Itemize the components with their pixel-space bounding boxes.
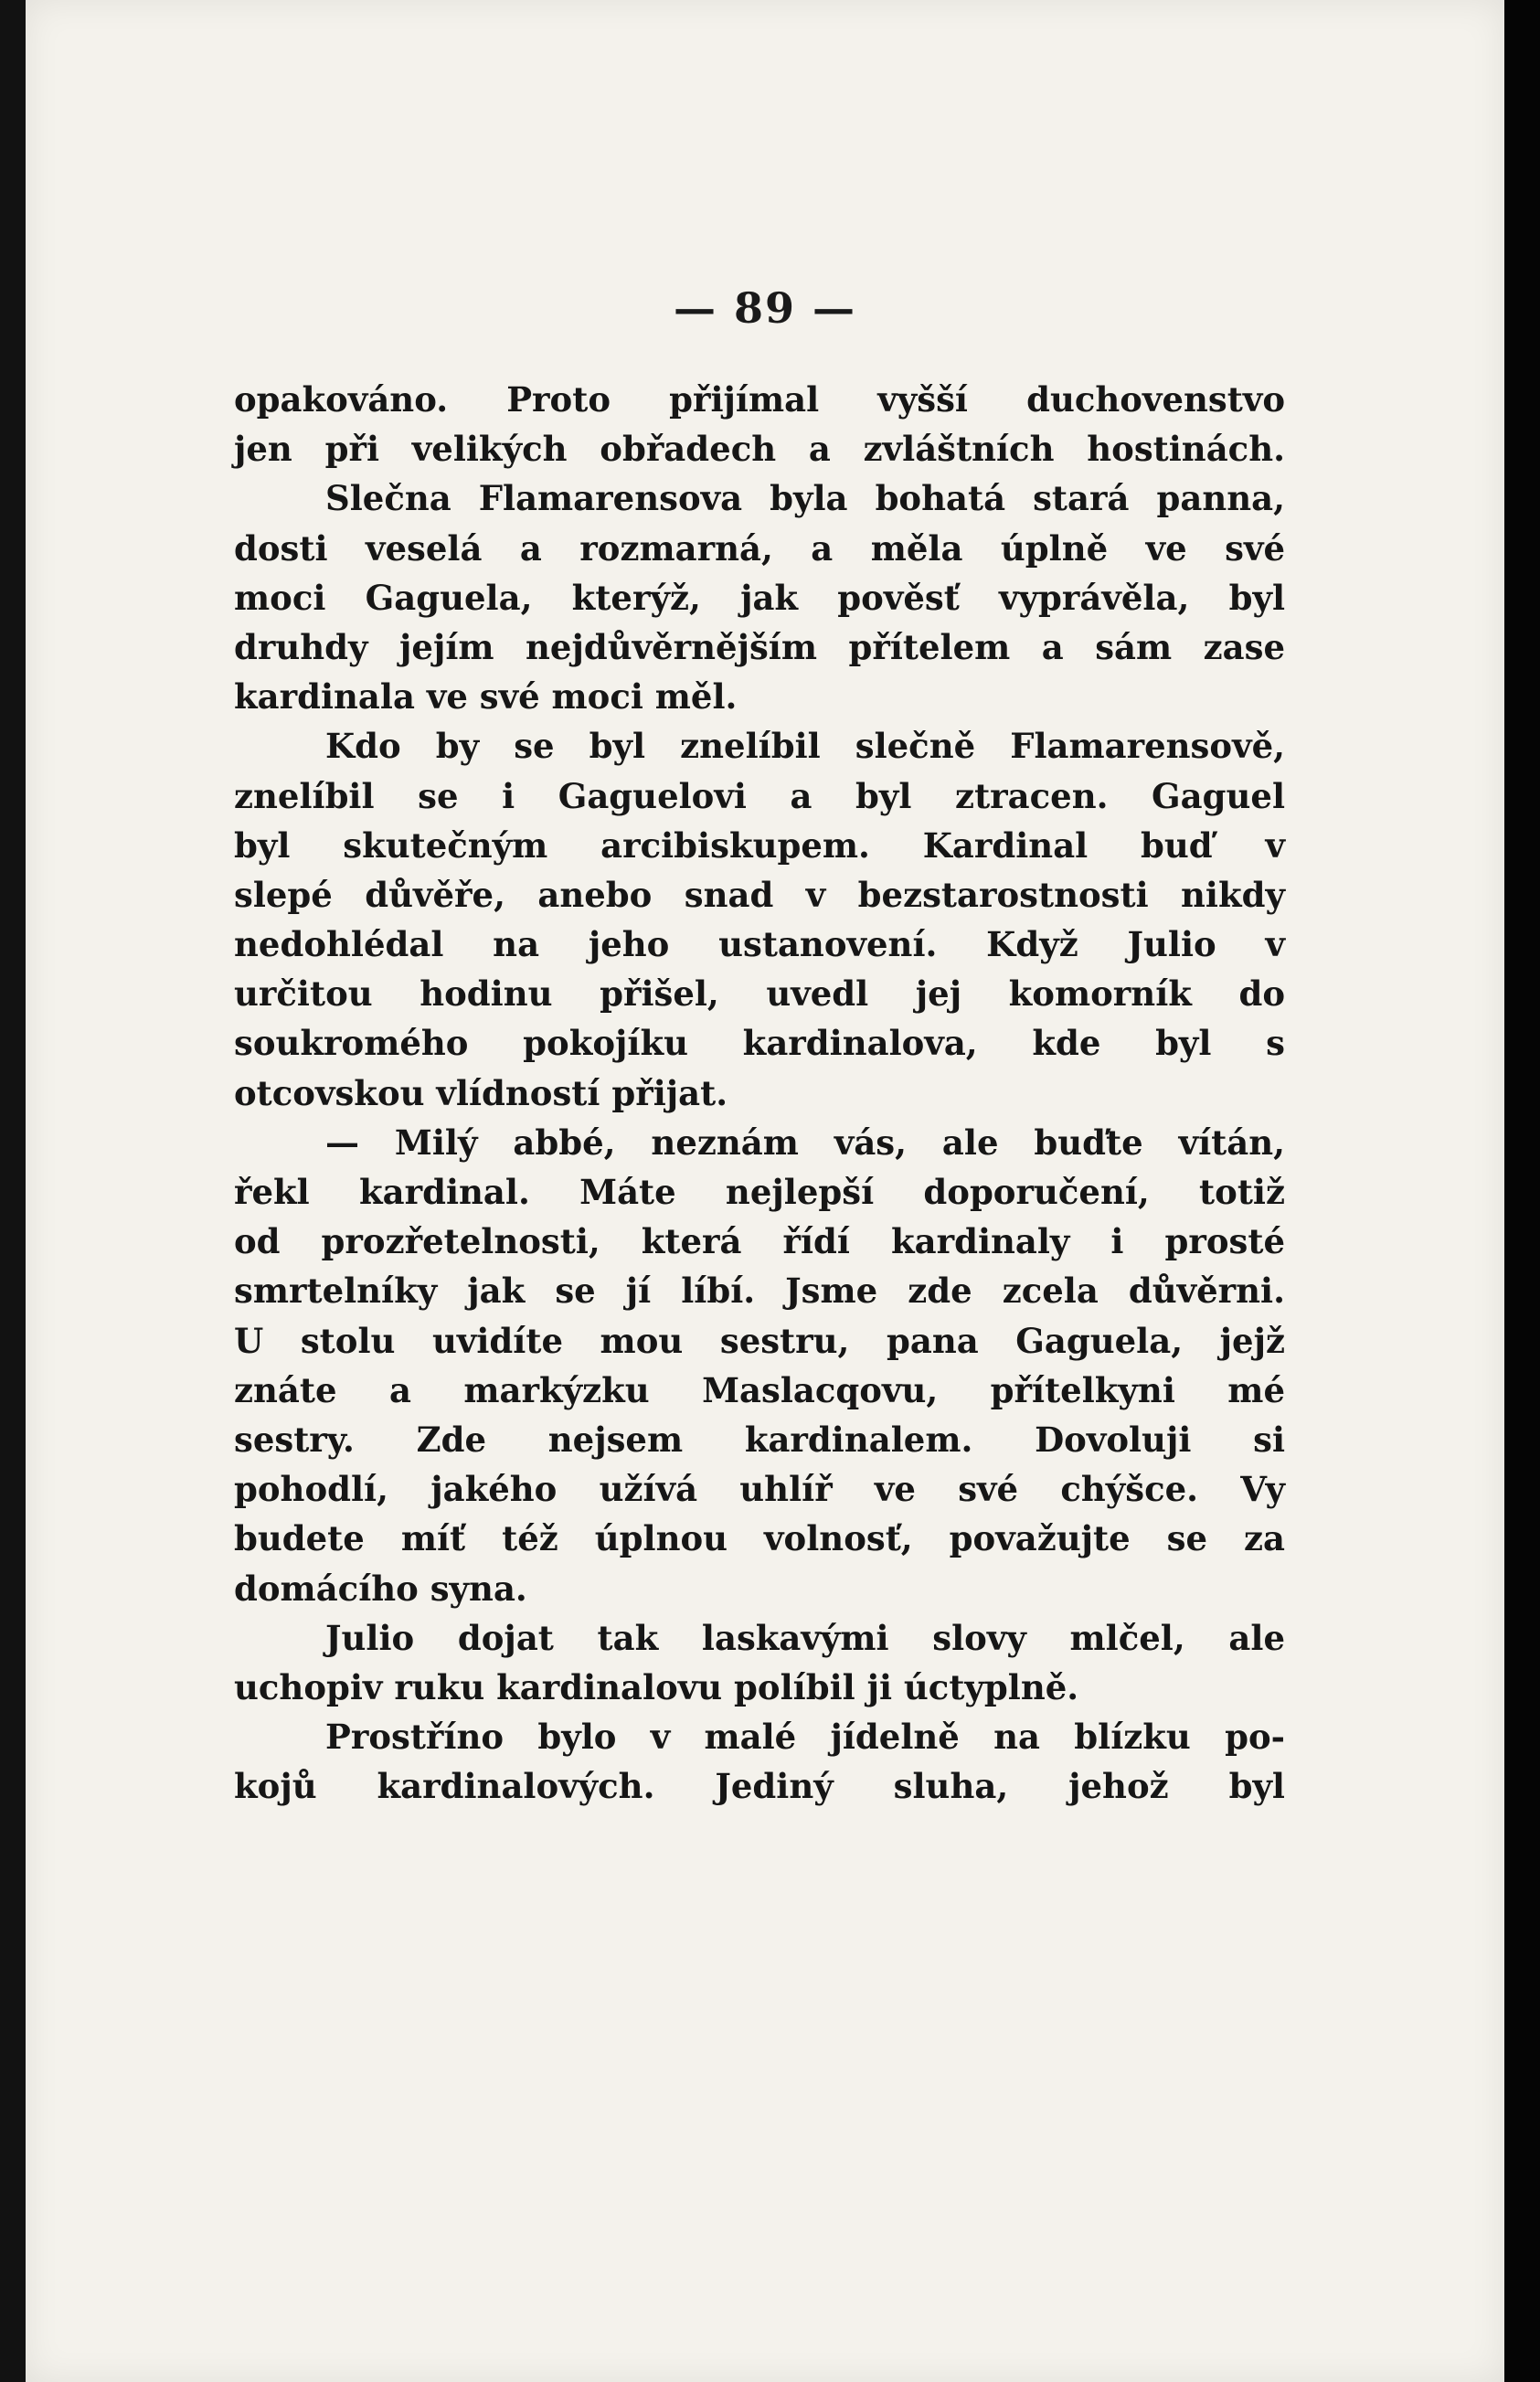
text-line: moci Gaguela, kterýž, jak pověsť vyprávěla, byl: [234, 577, 1285, 618]
text-line: byl skutečným arcibiskupem. Kardinal buď v: [234, 824, 1285, 866]
text-line: Julio dojat tak laskavými slovy mlčel, ale: [325, 1617, 1285, 1658]
scan-left-edge: [0, 0, 26, 2382]
text-line: sestry. Zde nejsem kardinalem. Dovoluji si: [234, 1419, 1285, 1460]
book-page: [26, 0, 1504, 2382]
scan-right-edge: [1504, 0, 1540, 2382]
text-line: U stolu uvidíte mou sestru, pana Gaguela, jejž: [234, 1320, 1285, 1361]
text-line: kardinala ve své moci měl.: [234, 676, 738, 718]
text-line: znáte a markýzku Maslacqovu, přítelkyni mé: [234, 1369, 1285, 1410]
text-line: opakováno. Proto přijímal vyšší duchovenstvo: [234, 379, 1285, 420]
text-line: nedohlédal na jeho ustanovení. Když Julio v: [234, 924, 1285, 965]
text-line: — Milý abbé, neznám vás, ale buďte vítán,: [325, 1122, 1285, 1163]
text-line: domácího syna.: [234, 1568, 527, 1609]
text-line: kojů kardinalových. Jediný sluha, jehož byl: [234, 1766, 1285, 1807]
text-line: Slečna Flamarensova byla bohatá stará panna,: [325, 478, 1285, 519]
text-line: znelíbil se i Gaguelovi a byl ztracen. Gaguel: [234, 775, 1285, 816]
page-number: — 89 —: [673, 283, 857, 333]
text-line: smrtelníky jak se jí líbí. Jsme zde zcela důvěrni.: [234, 1271, 1285, 1312]
text-line: slepé důvěře, anebo snad v bezstarostnosti nikdy: [234, 874, 1285, 915]
text-line: jen při velikých obřadech a zvláštních hostinách.: [234, 429, 1285, 470]
text-line: dosti veselá a rozmarná, a měla úplně ve své: [234, 527, 1285, 569]
text-line: určitou hodinu přišel, uvedl jej komorník do: [234, 973, 1285, 1015]
text-line: pohodlí, jakého užívá uhlíř ve své chýšce. Vy: [234, 1469, 1285, 1510]
text-line: uchopiv ruku kardinalovu políbil ji úctyplně.: [234, 1666, 1079, 1707]
text-line: řekl kardinal. Máte nejlepší doporučení, totiž: [234, 1172, 1285, 1212]
text-line: Kdo by se byl znelíbil slečně Flamarensově,: [325, 726, 1285, 767]
text-line: soukromého pokojíku kardinalova, kde byl s: [234, 1023, 1285, 1064]
text-line: Prostříno bylo v malé jídelně na blízku po-: [325, 1717, 1285, 1758]
text-line: od prozřetelnosti, která řídí kardinaly i prosté: [234, 1221, 1285, 1262]
body-text: [234, 375, 1285, 1811]
text-line: otcovskou vlídností přijat.: [234, 1072, 728, 1113]
text-line: druhdy jejím nejdůvěrnějším přítelem a sám zase: [234, 626, 1285, 667]
text-line: budete míť též úplnou volnosť, považujte se za: [234, 1518, 1285, 1559]
